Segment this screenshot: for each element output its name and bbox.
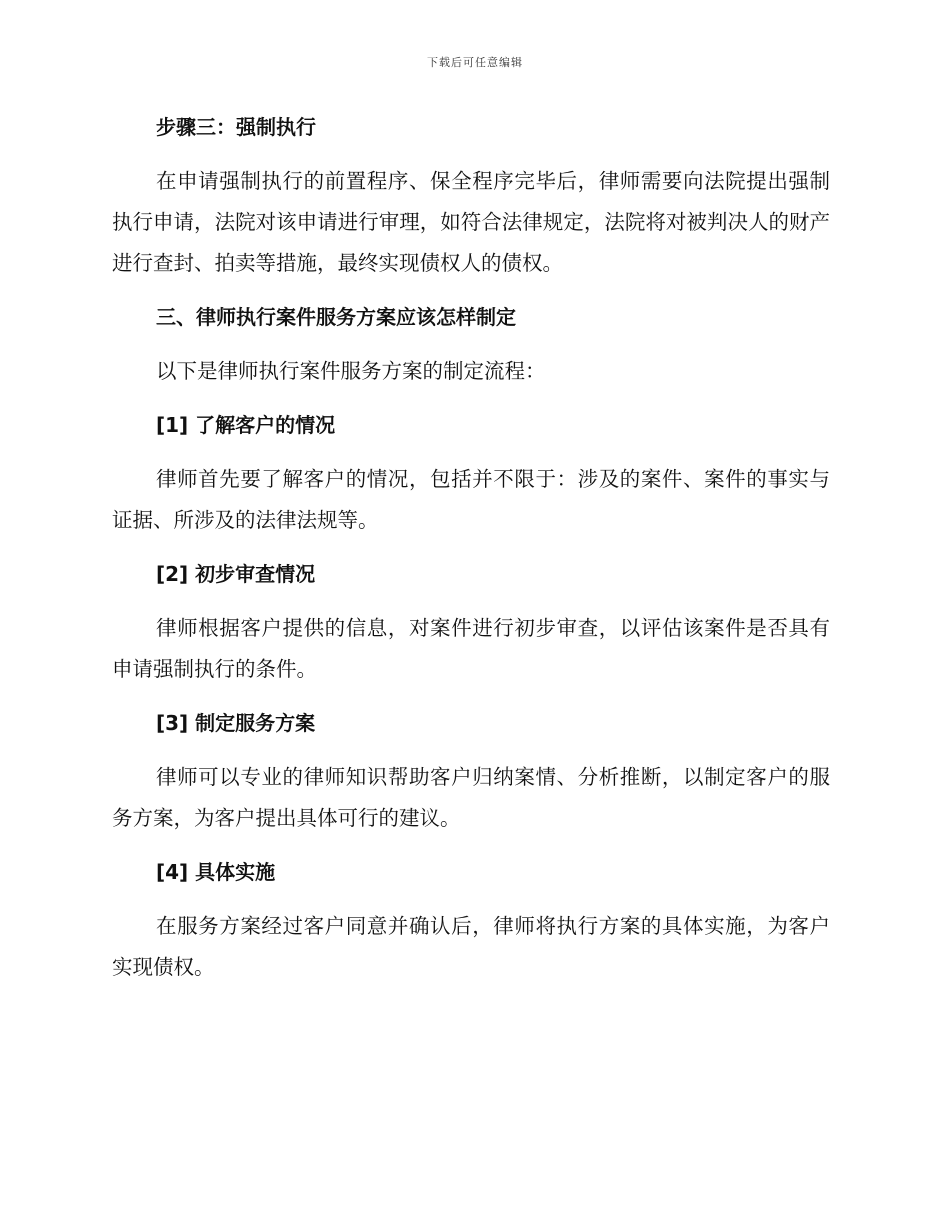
item-2-heading: [2] 初步审查情况 bbox=[156, 562, 316, 586]
step-three-heading: 步骤三：强制执行 bbox=[156, 115, 316, 139]
item-3-heading: [3] 制定服务方案 bbox=[156, 711, 316, 735]
item-4-heading: [4] 具体实施 bbox=[156, 860, 276, 884]
item-1-paragraph: 律师首先要了解客户的情况，包括并不限于：涉及的案件、案件的事实与证据、所涉及的法律法规等。 bbox=[112, 467, 830, 532]
step-three-paragraph: 在申请强制执行的前置程序、保全程序完毕后，律师需要向法院提出强制执行申请，法院对该申请进行审理，如符合法律规定，法院将对被判决人的财产进行查封、拍卖等措施，最终实现债权人的债权。 bbox=[112, 169, 830, 275]
section-three-intro: 以下是律师执行案件服务方案的制定流程： bbox=[156, 359, 546, 383]
section-three-heading: 三、律师执行案件服务方案应该怎样制定 bbox=[156, 305, 516, 329]
item-1-heading: [1] 了解客户的情况 bbox=[156, 413, 336, 437]
document-body bbox=[112, 107, 830, 1001]
item-4-paragraph: 在服务方案经过客户同意并确认后，律师将执行方案的具体实施，为客户实现债权。 bbox=[112, 914, 830, 979]
page-header: 下载后可任意编辑 bbox=[427, 56, 523, 69]
item-3-paragraph: 律师可以专业的律师知识帮助客户归纳案情、分析推断，以制定客户的服务方案，为客户提出具体可行的建议。 bbox=[112, 765, 830, 830]
item-2-paragraph: 律师根据客户提供的信息，对案件进行初步审查，以评估该案件是否具有申请强制执行的条件。 bbox=[112, 616, 830, 681]
